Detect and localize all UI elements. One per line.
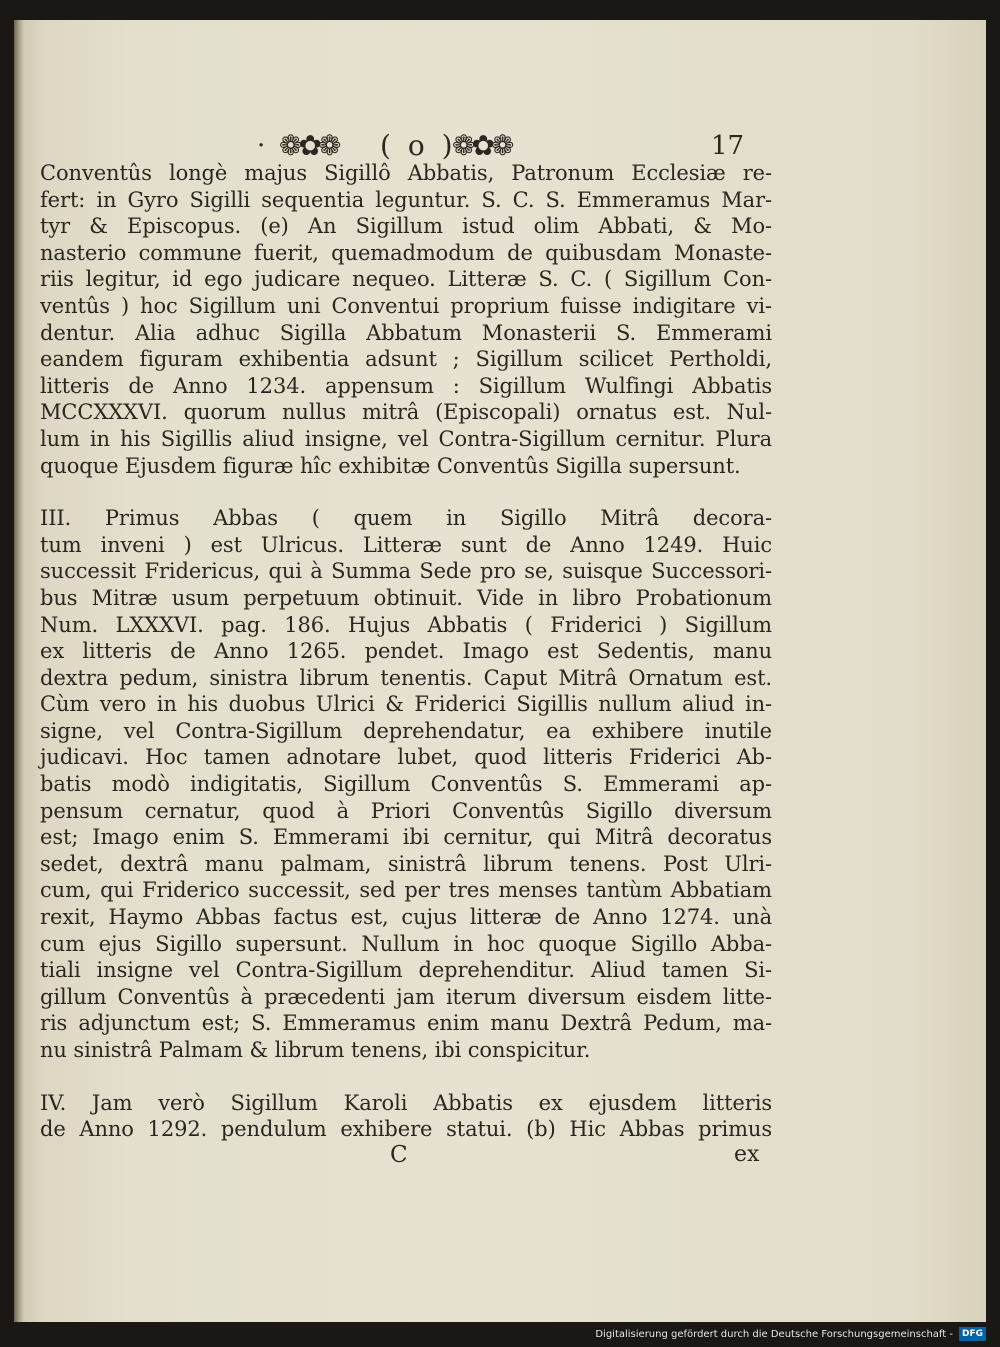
- text-line: judicavi. Hoc tamen adnotare lubet, quod litteris Friderici Ab-: [40, 745, 772, 770]
- head-ornament-right: ❁✿❁: [452, 129, 511, 162]
- text-line: Num. LXXXVI. pag. 186. Hujus Abbatis ( Friderici ) Sigillum: [40, 612, 772, 637]
- paragraph-gap: [40, 1064, 772, 1090]
- text-line: sedet, dextrâ manu palmam, sinistrâ librum tenens. Post Ulri-: [40, 851, 772, 876]
- text-line: eandem figuram exhibentia adsunt ; Sigillum scilicet Pertholdi,: [40, 347, 772, 372]
- text-line: III. Primus Abbas ( quem in Sigillo Mitrâ decora-: [40, 506, 772, 531]
- text-line: quoque Ejusdem figuræ hîc exhibitæ Conventûs Sigilla supersunt.: [40, 453, 741, 478]
- text-line: litteris de Anno 1234. appensum : Sigillum Wulfingi Abbatis: [40, 373, 772, 398]
- page-gutter-shadow: [14, 20, 24, 1322]
- text-line: nasterio commune fuerit, quemadmodum de quibusdam Monaste-: [40, 240, 772, 265]
- page-number: 17: [711, 131, 745, 161]
- text-line: de Anno 1292. pendulum exhibere statui. (b) Hic Abbas primus: [40, 1117, 772, 1142]
- text-line: ventûs ) hoc Sigillum uni Conventui proprium fuisse indigitare vi-: [40, 293, 772, 318]
- text-line: batis modò indigitatis, Sigillum Conventûs S. Emmerami ap-: [40, 772, 772, 797]
- text-line: successit Fridericus, qui à Summa Sede pro se, suisque Successori-: [40, 559, 772, 584]
- text-line: riis legitur, id ego judicare nequeo. Litteræ S. C. ( Sigillum Con-: [40, 267, 772, 292]
- text-line: tum inveni ) est Ulricus. Litteræ sunt de Anno 1249. Huic: [40, 532, 772, 557]
- text-line: cum ejus Sigillo supersunt. Nullum in hoc quoque Sigillo Abba-: [40, 931, 772, 956]
- text-line: cum, qui Friderico successit, sed per tres menses tantùm Abbatiam: [40, 878, 772, 903]
- head-dot: ·: [257, 131, 266, 161]
- text-line: nu sinistrâ Palmam & librum tenens, ibi conspicitur.: [40, 1038, 591, 1062]
- text-line: gillum Conventûs à præcedenti jam iterum diversum eisdem litte-: [40, 984, 772, 1009]
- catchword: ex: [734, 1142, 760, 1167]
- head-page-mark: ( o ): [380, 129, 457, 162]
- text-line: MCCXXXVI. quorum nullus mitrâ (Episcopali) ornatus est. Nul-: [40, 400, 772, 425]
- text-line: ex litteris de Anno 1265. pendet. Imago est Sedentis, manu: [40, 639, 772, 664]
- text-line: tyr & Episcopus. (e) An Sigillum istud olim Abbati, & Mo-: [40, 214, 772, 239]
- dfg-logo: DFG: [959, 1327, 986, 1341]
- body-text: [40, 160, 772, 1143]
- text-line: est; Imago enim S. Emmerami ibi cernitur, qui Mitrâ decoratus: [40, 825, 772, 850]
- text-line: dentur. Alia adhuc Sigilla Abbatum Monasterii S. Emmerami: [40, 320, 772, 345]
- text-line: lum in his Sigillis aliud insigne, vel Contra-Sigillum cernitur. Plura: [40, 426, 772, 451]
- signature-mark: C: [390, 1142, 408, 1168]
- text-line: dextra pedum, sinistra librum tenentis. Caput Mitrâ Ornatum est.: [40, 665, 772, 690]
- paragraph-gap: [40, 479, 772, 505]
- footer-credit: Digitalisierung gefördert durch die Deutsche Forschungsgemeinschaft -: [595, 1328, 953, 1340]
- text-line: bus Mitræ usum perpetuum obtinuit. Vide in libro Probationum: [40, 585, 772, 610]
- text-line: rexit, Haymo Abbas factus est, cujus litteræ de Anno 1274. unà: [40, 905, 772, 930]
- text-line: pensum cernatur, quod à Priori Conventûs Sigillo diversum: [40, 798, 772, 823]
- book-page: [14, 20, 986, 1322]
- text-line: fert: in Gyro Sigilli sequentia leguntur. S. C. S. Emmeramus Mar-: [40, 187, 772, 212]
- text-line: tiali insigne vel Contra-Sigillum deprehenditur. Aliud tamen Si-: [40, 958, 772, 983]
- text-line: Cùm vero in his duobus Ulrici & Friderici Sigillis nullum aliud in-: [40, 692, 772, 717]
- text-line: Conventûs longè majus Sigillô Abbatis, Patronum Ecclesiæ re-: [40, 161, 772, 185]
- text-line: ris adjunctum est; S. Emmeramus enim manu Dextrâ Pedum, ma-: [40, 1011, 772, 1036]
- footer: [595, 1325, 986, 1343]
- head-ornament-left: ❁✿❁: [279, 129, 338, 162]
- text-line: IV. Jam verò Sigillum Karoli Abbatis ex ejusdem litteris: [40, 1090, 772, 1115]
- text-line: signe, vel Contra-Sigillum deprehendatur, ea exhibere inutile: [40, 718, 772, 743]
